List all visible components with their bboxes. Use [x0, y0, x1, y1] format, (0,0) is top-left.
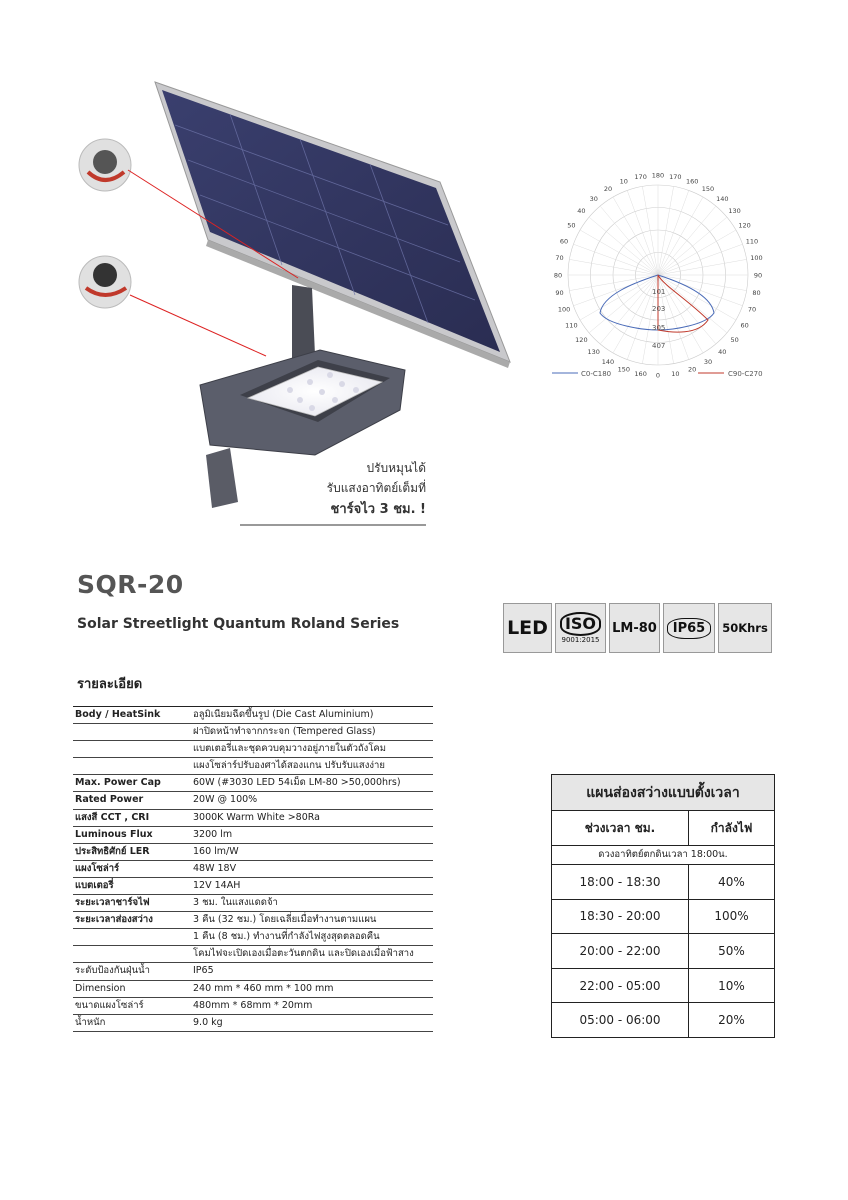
radial-label: 101	[652, 288, 666, 296]
spec-row	[73, 810, 433, 827]
spec-row	[73, 792, 433, 809]
ip65-badge	[663, 603, 715, 653]
angle-label: 20	[688, 365, 697, 374]
angle-label: 80	[752, 288, 761, 297]
spec-key: แผงโซล่าร์	[75, 862, 120, 874]
spec-row	[73, 963, 433, 980]
spec-value: 48W 18V	[193, 862, 237, 874]
spec-key: Max. Power Cap	[75, 777, 161, 789]
angle-label: 150	[701, 184, 715, 193]
angle-label: 140	[716, 194, 729, 203]
spec-key	[73, 758, 193, 774]
spec-value: IP65	[193, 965, 214, 977]
spec-table	[73, 706, 433, 1032]
schedule-row	[552, 1003, 774, 1037]
angle-label: 170	[634, 173, 647, 182]
angle-label: 40	[718, 348, 727, 357]
curve-c0-c180	[600, 275, 714, 330]
spec-value: อลูมิเนียมฉีดขึ้นรูป (Die Cast Aluminium)	[193, 709, 374, 720]
angle-label: 90	[555, 288, 564, 297]
schedule-row	[552, 969, 774, 1004]
lm80-badge: LM-80	[609, 603, 660, 653]
schedule-row	[552, 865, 774, 900]
led-badge: LED	[503, 603, 552, 653]
spec-row	[73, 998, 433, 1015]
angle-label: 100	[557, 305, 571, 314]
angle-label: 90	[753, 271, 763, 280]
spec-key: ระยะเวลาชาร์จไฟ	[75, 897, 150, 909]
angle-label: 110	[745, 237, 759, 246]
spec-key: ระดับป้องกันฝุ่นน้ำ	[75, 965, 150, 977]
spec-value: โคมไฟจะเปิดเองเมื่อตะวันตกดิน และปิดเองเมื่อฟ้าสาง	[193, 948, 414, 960]
schedule-power: 40%	[718, 874, 745, 889]
schedule-time: 20:00 - 22:00	[552, 934, 689, 968]
spec-value: 9.0 kg	[193, 1016, 223, 1028]
caption-sunlight: รับแสงอาทิตย์เต็มที่	[326, 481, 426, 495]
angle-label: 130	[587, 348, 600, 357]
legend-c0-label: C0-C180	[581, 370, 612, 378]
schedule-row	[552, 900, 774, 935]
spec-value: ฝาปิดหน้าทำจากกระจก (Tempered Glass)	[193, 726, 376, 738]
schedule-header-row	[552, 811, 774, 846]
angle-label: 80	[553, 271, 563, 280]
schedule-time: 05:00 - 06:00	[552, 1003, 689, 1037]
iso-badge	[555, 603, 606, 653]
spec-row	[73, 827, 433, 844]
spec-key: แบตเตอรี่	[75, 879, 114, 891]
spec-row	[73, 1015, 433, 1032]
lifetime-badge: 50Khrs	[718, 603, 772, 653]
spec-row	[73, 929, 433, 946]
spec-key: Luminous Flux	[75, 828, 153, 840]
curve-c90-c270	[658, 275, 708, 332]
schedule-power: 20%	[718, 1013, 745, 1028]
spec-value: 480mm * 68mm * 20mm	[193, 999, 313, 1011]
schedule-power: 100%	[714, 909, 749, 924]
spec-row	[73, 861, 433, 878]
legend-c90-label: C90-C270	[728, 370, 763, 378]
spec-value: 160 lm/W	[193, 845, 239, 857]
spec-row	[73, 912, 433, 929]
spec-key	[73, 929, 193, 945]
angle-label: 70	[555, 254, 564, 263]
schedule-power: 50%	[718, 943, 745, 958]
angle-label: 150	[617, 365, 631, 374]
spec-value: 3000K Warm White >80Ra	[193, 811, 320, 823]
lighting-schedule-table	[551, 774, 775, 1038]
schedule-power: 10%	[718, 978, 745, 993]
spec-row	[73, 878, 433, 895]
spec-key: ประสิทธิศักย์ LER	[75, 845, 150, 857]
caption-rotate: ปรับหมุนได้	[366, 461, 426, 475]
radial-label: 305	[652, 324, 666, 332]
light-distribution-chart	[548, 165, 768, 385]
angle-label: 140	[601, 358, 615, 367]
angle-label: 0	[655, 371, 661, 380]
spec-value: 20W @ 100%	[193, 794, 258, 806]
spec-key	[73, 741, 193, 757]
angle-label: 50	[730, 335, 739, 344]
schedule-title: แผนส่องสว่างแบบตั้งเวลา	[552, 775, 774, 811]
angle-label: 110	[565, 321, 578, 330]
schedule-time: 18:00 - 18:30	[552, 865, 689, 899]
angle-label: 120	[738, 221, 751, 230]
angle-label: 160	[685, 177, 699, 186]
angle-label: 20	[603, 184, 613, 193]
angle-label: 60	[559, 237, 569, 246]
spec-value: 3200 lm	[193, 828, 233, 840]
radial-label: 407	[652, 342, 666, 350]
spec-row	[73, 775, 433, 792]
spec-row	[73, 844, 433, 861]
spec-row	[73, 724, 433, 741]
spec-value: 12V 14AH	[193, 879, 241, 891]
spec-key	[73, 946, 193, 962]
iso-logo: ISO	[560, 612, 601, 636]
spec-row	[73, 946, 433, 963]
spec-row	[73, 707, 433, 724]
iso-standard: 9001:2015	[561, 636, 600, 644]
caption-charge: ชาร์จไว 3 ชม. !	[330, 502, 426, 517]
angle-label: 10	[619, 177, 628, 186]
spec-row	[73, 981, 433, 998]
spec-value: 60W (#3030 LED 54เม็ด LM-80 >50,000hrs)	[193, 777, 401, 789]
details-heading: รายละเอียด	[77, 677, 143, 692]
angle-label: 30	[703, 358, 713, 367]
spec-key: แสงสี CCT , CRI	[75, 811, 150, 823]
angle-label: 10	[671, 369, 680, 378]
spec-key	[73, 724, 193, 740]
angle-label: 170	[669, 173, 682, 182]
product-illustration	[60, 70, 530, 540]
spec-key: น้ำหนัก	[75, 1016, 106, 1028]
angle-label: 160	[634, 369, 647, 378]
spec-row	[73, 895, 433, 912]
spec-row	[73, 758, 433, 775]
cloud-icon: IP65	[667, 618, 711, 639]
spec-key: Rated Power	[75, 794, 144, 806]
radial-label: 203	[652, 305, 666, 313]
spec-value: แผงโซล่าร์ปรับองศาได้สองแกน ปรับรับแสงง่าย	[193, 760, 385, 772]
spec-value: 3 ชม. ในแสงแดดจ้า	[193, 897, 278, 909]
angle-label: 60	[740, 321, 749, 330]
angle-label: 130	[728, 207, 741, 216]
product-model: SQR-20	[77, 570, 184, 599]
spec-value: 3 คืน (32 ชม.) โดยเฉลี่ยเมื่อทำงานตามแผน	[193, 914, 377, 926]
angle-label: 120	[575, 335, 588, 344]
spec-key: Dimension	[75, 982, 126, 994]
spec-value: 240 mm * 460 mm * 100 mm	[193, 982, 334, 994]
angle-label: 100	[750, 254, 763, 263]
spec-row	[73, 741, 433, 758]
col-power-header: กำลังไฟ	[710, 820, 753, 835]
schedule-time: 22:00 - 05:00	[552, 969, 689, 1003]
spec-value: แบตเตอรี่และชุดควบคุมวางอยู่ภายในตัวถังโคม	[193, 743, 387, 755]
spec-key: Body / HeatSink	[75, 709, 161, 720]
spec-key: ขนาดแผงโซล่าร์	[75, 999, 144, 1011]
schedule-time: 18:30 - 20:00	[552, 900, 689, 934]
spec-value: 1 คืน (8 ชม.) ทำงานที่กำลังไฟสูงสุดตลอดคืน	[193, 931, 380, 943]
schedule-row	[552, 934, 774, 969]
angle-label: 50	[567, 221, 576, 230]
angle-label: 30	[589, 194, 598, 203]
streetlight-image	[60, 70, 530, 540]
angle-label: 40	[577, 207, 586, 216]
col-time-header: ช่วงเวลา ชม.	[552, 811, 689, 845]
angle-label: 180	[651, 171, 665, 180]
angle-label: 70	[747, 305, 757, 314]
sunset-note: ดวงอาทิตย์ตกดินเวลา 18:00น.	[552, 846, 774, 865]
product-series: Solar Streetlight Quantum Roland Series	[77, 616, 400, 632]
spec-key: ระยะเวลาส่องสว่าง	[75, 914, 153, 926]
